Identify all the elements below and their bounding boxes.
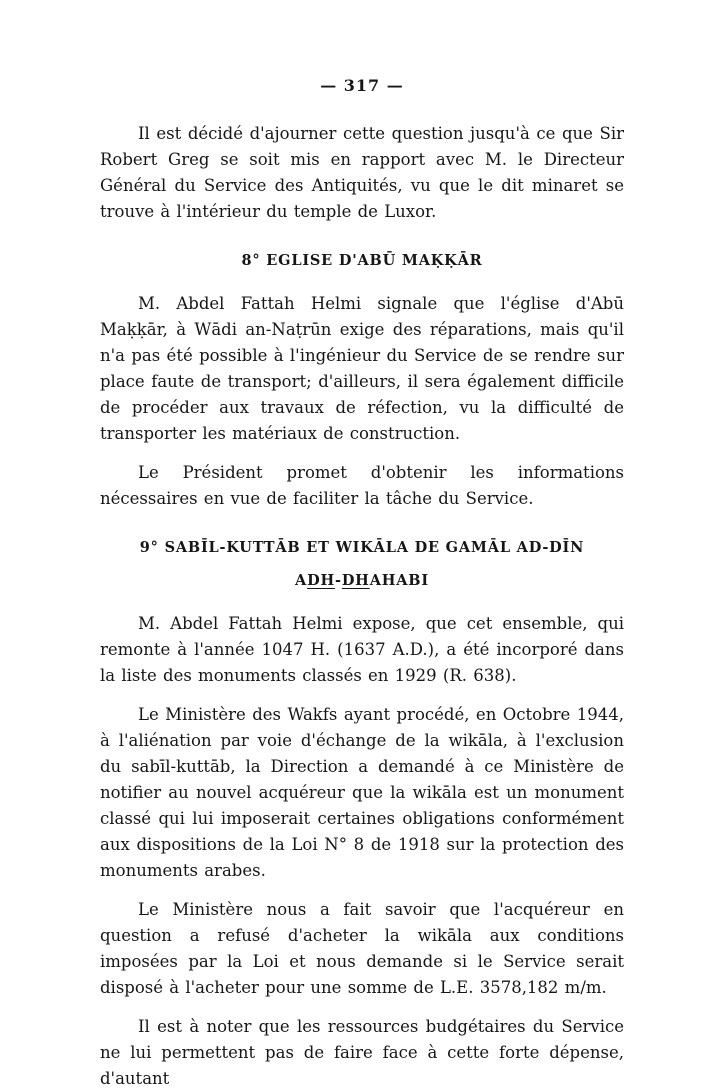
section-9-paragraph-4: Il est à noter que les ressources budgétaires du Service ne lui permettent pas de faire face à cette forte dépense, d'autant [100,1017,624,1088]
section-8-paragraph-2: Le Président promet d'obtenir les informations nécessaires en vue de faciliter la tâche du Service. [100,463,624,508]
heading-underlined-digraph: DH [307,572,335,589]
section-8-heading: 8° EGLISE D'ABŪ MAḲḲĀR [241,252,483,269]
page-number: — 317 — [320,76,404,95]
section-9-heading-line2 [100,569,624,593]
heading-text-part: A [295,572,308,589]
section-9-paragraph-2: Le Ministère des Wakfs ayant procédé, en Octobre 1944, à l'aliénation par voie d'échange de la wikāla, à l'exclusion du sabīl-kuttāb, la Direction a demandé à ce Ministère de notifier au nouvel acquéreur que la wikāla est un monument classé qui lui imposerait certaines obligations conformément aux dispositions de la Loi N° 8 de 1918 sur la protection des monuments arabes. [100,705,624,880]
heading-hyphen: - [334,572,342,589]
section-9-heading [100,536,624,593]
section-9-paragraph-1: M. Abdel Fattah Helmi expose, que cet ensemble, qui remonte à l'année 1047 H. (1637 A.D.), a été incorporé dans la liste des monuments classés en 1929 (R. 638). [100,614,624,685]
section-9-heading-line1: 9° SABĪL-KUTTĀB ET WIKĀLA DE GAMĀL AD-DĪN [139,539,585,556]
heading-text-part: AHABI [369,572,429,589]
heading-underlined-digraph: DH [341,572,370,589]
section-8-paragraph-1: M. Abdel Fattah Helmi signale que l'église d'Abū Maḳḳār, à Wādi an-Naṭrūn exige des réparations, mais qu'il n'a pas été possible à l'ingénieur du Service de se rendre sur place faute de transport; d'ailleurs, il sera également difficile de procéder aux travaux de réfection, vu la difficulté de transporter les matériaux de construction. [100,294,624,443]
intro-paragraph: Il est décidé d'ajourner cette question jusqu'à ce que Sir Robert Greg se soit mis en rapport avec M. le Directeur Général du Service des Antiquités, vu que le dit minaret se trouve à l'intérieur du temple de Luxor. [100,124,624,221]
section-9-paragraph-3: Le Ministère nous a fait savoir que l'acquéreur en question a refusé d'acheter la wikāla aux conditions imposées par la Loi et nous demande si le Service serait disposé à l'acheter pour une somme de L.E. 3578,182 m/m. [100,900,624,997]
